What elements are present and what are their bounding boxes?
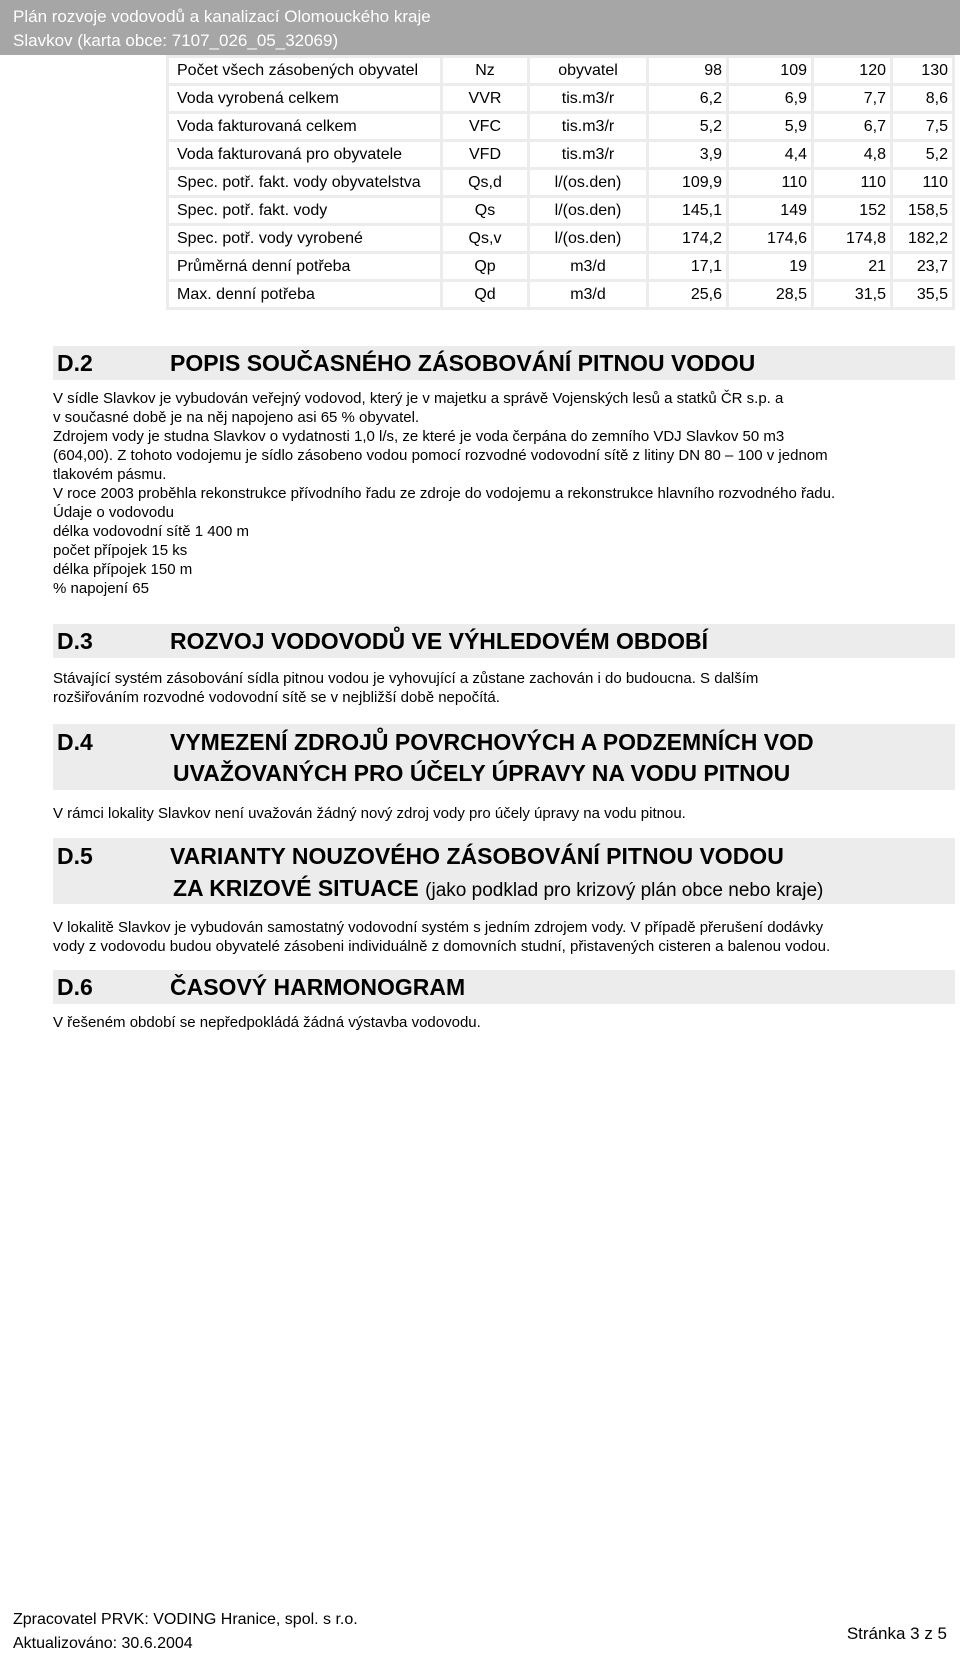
- text-line: Údaje o vodovodu: [53, 504, 174, 521]
- indicator-symbol: Qd: [443, 282, 527, 307]
- section-title-line1: VARIANTY NOUZOVÉHO ZÁSOBOVÁNÍ PITNOU VODOU: [170, 843, 784, 869]
- footer-page-number: Stránka 3 z 5: [846, 1624, 947, 1643]
- value-col-4: 158,5: [893, 198, 952, 223]
- section-title: POPIS SOUČASNÉHO ZÁSOBOVÁNÍ PITNOU VODOU: [170, 350, 756, 376]
- value-col-1: 145,1: [649, 198, 726, 223]
- indicator-unit: tis.m3/r: [530, 86, 646, 111]
- indicator-symbol: Nz: [443, 58, 527, 83]
- value-col-2: 19: [729, 254, 811, 279]
- indicator-label: Spec. potř. fakt. vody obyvatelstva: [169, 170, 440, 195]
- value-col-4: 35,5: [893, 282, 952, 307]
- indicator-label: Spec. potř. vody vyrobené: [169, 226, 440, 251]
- section-d2-header: [53, 346, 955, 380]
- value-col-4: 8,6: [893, 86, 952, 111]
- section-d2-text: [53, 389, 948, 598]
- table-row: [169, 226, 952, 251]
- header-title: Plán rozvoje vodovodů a kanalizací Olomouckého kraje: [13, 7, 431, 26]
- indicator-symbol: VVR: [443, 86, 527, 111]
- value-col-1: 5,2: [649, 114, 726, 139]
- section-d3-text: [53, 669, 948, 707]
- section-title-line2: [173, 874, 823, 905]
- section-d3-header: [53, 624, 955, 658]
- document-header: [0, 0, 960, 55]
- section-number: D.2: [57, 350, 93, 376]
- value-col-1: 3,9: [649, 142, 726, 167]
- section-number: D.6: [57, 974, 93, 1000]
- value-col-3: 110: [814, 170, 890, 195]
- text-line: Zdrojem vody je studna Slavkov o vydatnosti 1,0 l/s, ze které je voda čerpána do zemního VDJ Slavkov 50 m3: [53, 428, 785, 445]
- value-col-1: 25,6: [649, 282, 726, 307]
- indicator-unit: tis.m3/r: [530, 142, 646, 167]
- value-col-2: 110: [729, 170, 811, 195]
- value-col-3: 120: [814, 58, 890, 83]
- indicator-unit: tis.m3/r: [530, 114, 646, 139]
- indicator-label: Voda fakturovaná pro obyvatele: [169, 142, 440, 167]
- section-title: ČASOVÝ HARMONOGRAM: [170, 974, 466, 1000]
- indicator-label: Spec. potř. fakt. vody: [169, 198, 440, 223]
- value-col-3: 4,8: [814, 142, 890, 167]
- section-title-line2-main: ZA KRIZOVÉ SITUACE: [173, 875, 419, 901]
- indicator-unit: l/(os.den): [530, 226, 646, 251]
- value-col-3: 31,5: [814, 282, 890, 307]
- indicator-unit: l/(os.den): [530, 198, 646, 223]
- section-title-line2: UVAŽOVANÝCH PRO ÚČELY ÚPRAVY NA VODU PITNOU: [173, 760, 791, 786]
- indicator-unit: obyvatel: [530, 58, 646, 83]
- header-subtitle: Slavkov (karta obce: 7107_026_05_32069): [13, 31, 339, 50]
- section-title-line1: VYMEZENÍ ZDROJŮ POVRCHOVÝCH A PODZEMNÍCH VOD: [170, 729, 814, 755]
- section-d5-header: [53, 838, 955, 904]
- value-col-3: 6,7: [814, 114, 890, 139]
- table-row: [169, 282, 952, 307]
- text-line: V řešeném období se nepředpokládá žádná výstavba vodovodu.: [53, 1014, 481, 1031]
- value-col-1: 6,2: [649, 86, 726, 111]
- table-row: [169, 170, 952, 195]
- text-line: (604,00). Z tohoto vodojemu je sídlo zásobeno vodou pomocí rozvodné vodovodní sítě z litiny DN 80 – 100 v jednom: [53, 447, 828, 464]
- value-col-2: 149: [729, 198, 811, 223]
- section-title-note: (jako podklad pro krizový plán obce nebo kraje): [425, 880, 824, 901]
- text-line: délka vodovodní sítě 1 400 m: [53, 523, 249, 540]
- indicator-label: Max. denní potřeba: [169, 282, 440, 307]
- text-line: rozšiřováním rozvodné vodovodní sítě se v nejbližší době nepočítá.: [53, 689, 500, 706]
- section-d6-header: [53, 970, 955, 1004]
- table-row: [169, 142, 952, 167]
- indicator-symbol: Qs: [443, 198, 527, 223]
- value-col-2: 5,9: [729, 114, 811, 139]
- section-d4-text: [53, 804, 948, 823]
- indicator-unit: l/(os.den): [530, 170, 646, 195]
- value-col-2: 6,9: [729, 86, 811, 111]
- indicator-unit: m3/d: [530, 282, 646, 307]
- indicator-symbol: VFC: [443, 114, 527, 139]
- table-row: [169, 198, 952, 223]
- value-col-4: 7,5: [893, 114, 952, 139]
- indicator-symbol: VFD: [443, 142, 527, 167]
- value-col-4: 23,7: [893, 254, 952, 279]
- value-col-2: 4,4: [729, 142, 811, 167]
- value-col-4: 5,2: [893, 142, 952, 167]
- section-d4-header: [53, 724, 955, 790]
- section-d6-text: [53, 1013, 948, 1032]
- value-col-4: 110: [893, 170, 952, 195]
- value-col-1: 17,1: [649, 254, 726, 279]
- text-line: V lokalitě Slavkov je vybudován samostatný vodovodní systém s jedním zdrojem vody. V případě přerušení dodávky: [53, 919, 824, 936]
- indicator-label: Voda vyrobená celkem: [169, 86, 440, 111]
- value-col-1: 109,9: [649, 170, 726, 195]
- indicator-label: Průměrná denní potřeba: [169, 254, 440, 279]
- text-line: vody z vodovodu budou obyvatelé zásobeni individuálně z domovních studní, přistavených cisteren a balenou vodou.: [53, 938, 831, 955]
- indicator-symbol: Qs,d: [443, 170, 527, 195]
- table-row: [169, 86, 952, 111]
- table-row: [169, 58, 952, 83]
- value-col-3: 7,7: [814, 86, 890, 111]
- indicator-label: Voda fakturovaná celkem: [169, 114, 440, 139]
- table-row: [169, 114, 952, 139]
- section-title: ROZVOJ VODOVODŮ VE VÝHLEDOVÉM OBDOBÍ: [170, 628, 709, 654]
- indicator-label: Počet všech zásobených obyvatel: [169, 58, 440, 83]
- section-d5-text: [53, 918, 948, 956]
- text-line: počet přípojek 15 ks: [53, 542, 188, 559]
- footer-updated: Aktualizováno: 30.6.2004: [13, 1635, 193, 1652]
- value-col-1: 98: [649, 58, 726, 83]
- text-line: V sídle Slavkov je vybudován veřejný vodovod, který je v majetku a správě Vojenských lesů a statků ČR s.p. a: [53, 390, 784, 407]
- section-number: D.3: [57, 628, 93, 654]
- text-line: v současné době je na něj napojeno asi 65 % obyvatel.: [53, 409, 420, 426]
- section-number: D.4: [57, 729, 93, 755]
- text-line: V rámci lokality Slavkov není uvažován žádný nový zdroj vody pro účely úpravy na vodu pitnou.: [53, 805, 686, 822]
- text-line: V roce 2003 proběhla rekonstrukce přívodního řadu ze zdroje do vodojemu a rekonstrukce hlavního rozvodného řadu.: [53, 485, 836, 502]
- value-col-3: 21: [814, 254, 890, 279]
- text-line: Stávající systém zásobování sídla pitnou vodou je vyhovující a zůstane zachován i do budoucna. S dalším: [53, 670, 759, 687]
- value-col-2: 109: [729, 58, 811, 83]
- value-col-2: 28,5: [729, 282, 811, 307]
- value-col-1: 174,2: [649, 226, 726, 251]
- text-line: tlakovém pásmu.: [53, 466, 167, 483]
- indicator-symbol: Qs,v: [443, 226, 527, 251]
- value-col-4: 182,2: [893, 226, 952, 251]
- value-col-2: 174,6: [729, 226, 811, 251]
- indicator-unit: m3/d: [530, 254, 646, 279]
- value-col-3: 152: [814, 198, 890, 223]
- indicator-symbol: Qp: [443, 254, 527, 279]
- water-demand-table: [166, 55, 955, 310]
- footer-processor: Zpracovatel PRVK: VODING Hranice, spol. s r.o.: [13, 1611, 358, 1628]
- table-row: [169, 254, 952, 279]
- text-line: délka přípojek 150 m: [53, 561, 193, 578]
- value-col-4: 130: [893, 58, 952, 83]
- text-line: % napojení 65: [53, 580, 149, 597]
- section-number: D.5: [57, 843, 93, 869]
- value-col-3: 174,8: [814, 226, 890, 251]
